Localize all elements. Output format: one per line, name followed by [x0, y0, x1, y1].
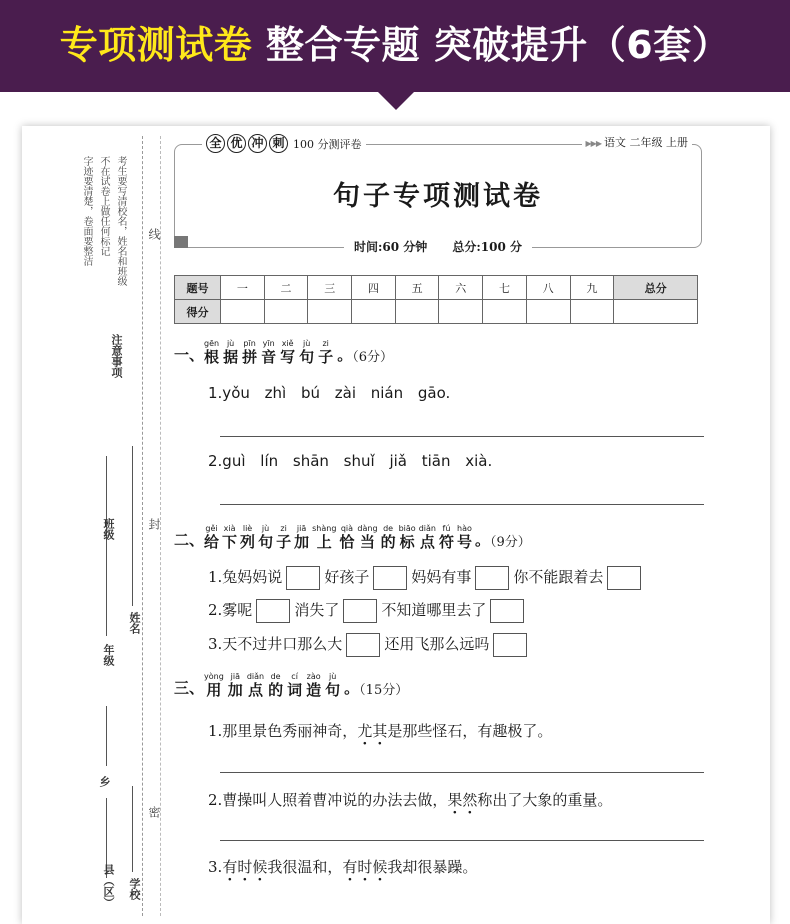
sentence-part: 1.那里景色秀丽神奇， — [208, 722, 358, 740]
brand-char: 优 — [227, 134, 246, 153]
banner-title — [0, 14, 790, 69]
pinyin: diǎn — [246, 672, 265, 681]
section-2-chars — [204, 524, 475, 551]
banner-highlight: 专项测试卷 — [59, 23, 253, 67]
time-limit: 时间:60 分钟 — [353, 240, 428, 254]
hanzi: 号 — [456, 533, 472, 551]
dotted-word — [342, 858, 387, 876]
dotted-char: 其 — [372, 722, 388, 740]
row-label-score: 得分 — [175, 300, 221, 324]
notice-lines — [78, 156, 129, 336]
punctuation-box[interactable] — [373, 566, 407, 590]
pinyin: fú — [442, 524, 451, 533]
brand-char: 刺 — [269, 134, 288, 153]
punctuation-box[interactable] — [256, 599, 290, 623]
question-3-1 — [208, 720, 552, 741]
dotted-char: 有 — [222, 858, 238, 876]
dotted-char: 候 — [372, 858, 388, 876]
hanzi: 音 — [261, 348, 277, 366]
notice-line-2: 不在试卷上做任何标记 — [98, 156, 109, 256]
pinyin: de — [270, 672, 281, 681]
section-1-chars — [204, 339, 337, 366]
section-end: 。 — [475, 531, 491, 549]
hanzi: 恰 — [339, 533, 355, 551]
pinyin: jù — [329, 672, 337, 681]
pinyin-char — [268, 671, 283, 698]
exam-paper — [22, 126, 770, 924]
exam-meta — [174, 238, 702, 255]
table-cell: 八 — [526, 276, 570, 300]
brand-char: 全 — [206, 134, 225, 153]
total-header: 总分 — [614, 276, 698, 300]
binding-mark-xian: 线 — [147, 228, 161, 240]
notice-line-3: 字迹要清楚，卷面要整洁 — [81, 156, 92, 266]
table-cell: 三 — [308, 276, 352, 300]
pinyin-char — [228, 671, 243, 698]
answer-line[interactable] — [220, 772, 704, 773]
table-row — [175, 276, 698, 300]
pinyin-char — [287, 671, 302, 698]
punctuation-box[interactable] — [493, 633, 527, 657]
pinyin-char — [294, 523, 309, 550]
sentence-part: 我却很暴躁。 — [387, 858, 478, 876]
pinyin-char — [325, 671, 340, 698]
label-name: 姓名 — [128, 612, 141, 634]
dotted-char: 时 — [357, 858, 373, 876]
score-cell[interactable] — [264, 300, 308, 324]
score-cell[interactable] — [439, 300, 483, 324]
pinyin: jiā — [296, 524, 307, 533]
hanzi: 上 — [316, 533, 332, 551]
pinyin: zi — [322, 339, 329, 348]
table-cell: 六 — [439, 276, 483, 300]
section-points: （9分） — [490, 535, 531, 550]
label-xiang: 乡 — [98, 776, 111, 787]
sentence-part: 2.雾呢 — [208, 601, 253, 619]
table-cell: 一 — [221, 276, 265, 300]
xiang-line — [106, 706, 107, 766]
hanzi: 的 — [380, 533, 396, 551]
label-class: 班级 — [102, 518, 115, 540]
pinyin: zi — [280, 524, 287, 533]
dotted-char: 时 — [237, 858, 253, 876]
hanzi: 子 — [276, 533, 292, 551]
sentence-part: 1.兔妈妈说 — [208, 568, 283, 586]
answer-line[interactable] — [220, 504, 704, 505]
sentence-part: 消失了 — [294, 601, 340, 619]
label-school: 学校 — [128, 878, 141, 900]
sentence-part: 3. — [208, 858, 223, 876]
pinyin-char — [223, 338, 238, 365]
dotted-char: 然 — [462, 791, 478, 809]
hanzi: 词 — [287, 681, 303, 699]
hanzi: 下 — [222, 533, 238, 551]
brand-char: 冲 — [248, 134, 267, 153]
section-number: 三、 — [174, 679, 205, 697]
section-end: 。 — [344, 679, 360, 697]
pinyin-char — [306, 671, 321, 698]
dotted-char: 尤 — [357, 722, 373, 740]
pinyin-char — [261, 338, 276, 365]
table-row — [175, 300, 698, 324]
pinyin-char — [457, 523, 472, 550]
row-label-number: 题号 — [175, 276, 221, 300]
pinyin: liè — [242, 524, 253, 533]
grade-label — [582, 134, 692, 150]
hanzi: 用 — [206, 681, 222, 699]
table-cell: 九 — [570, 276, 614, 300]
pinyin-char — [399, 523, 416, 550]
pinyin: yīn — [262, 339, 275, 348]
score-table — [174, 275, 698, 324]
hanzi: 点 — [419, 533, 435, 551]
sentence-part: 是那些怪石，有趣极了。 — [387, 722, 553, 740]
answer-line[interactable] — [220, 436, 704, 437]
score-cell[interactable] — [221, 300, 265, 324]
section-points: （6分） — [352, 350, 393, 365]
hanzi: 当 — [359, 533, 375, 551]
pinyin-char — [222, 523, 237, 550]
pinyin: biāo — [398, 524, 416, 533]
hanzi: 符 — [438, 533, 454, 551]
section-3-chars — [204, 672, 344, 699]
score-cell[interactable] — [395, 300, 439, 324]
hanzi: 的 — [268, 681, 284, 699]
punctuation-box[interactable] — [490, 599, 524, 623]
section-end: 。 — [337, 346, 353, 364]
hanzi: 子 — [318, 348, 334, 366]
pinyin: gēn — [204, 339, 220, 348]
pinyin: de — [383, 524, 394, 533]
hanzi: 句 — [299, 348, 315, 366]
section-number: 二、 — [174, 531, 205, 549]
school-line — [132, 786, 133, 872]
dotted-char: 有 — [342, 858, 358, 876]
grade-line — [106, 456, 107, 636]
punctuation-box[interactable] — [475, 566, 509, 590]
hanzi: 据 — [223, 348, 239, 366]
pinyin: qià — [340, 524, 354, 533]
pinyin-char — [280, 338, 295, 365]
section-2-heading — [174, 523, 531, 550]
sentence-part: 还用飞那么远吗 — [384, 635, 490, 653]
dotted-char: 果 — [447, 791, 463, 809]
dotted-word — [222, 858, 267, 876]
notice-title: 注意事项 — [110, 334, 123, 378]
hanzi: 列 — [240, 533, 256, 551]
dotted-word — [447, 791, 477, 809]
pinyin-char — [312, 523, 336, 550]
dotted-word — [357, 722, 387, 740]
punctuation-box[interactable] — [346, 633, 380, 657]
table-cell: 二 — [264, 276, 308, 300]
pinyin: pīn — [243, 339, 256, 348]
binding-mark-feng: 封 — [147, 518, 161, 530]
pinyin: xiě — [281, 339, 294, 348]
hanzi: 拼 — [242, 348, 258, 366]
pinyin-char — [258, 523, 273, 550]
pinyin: dàng — [357, 524, 378, 533]
sentence-part: 好孩子 — [324, 568, 370, 586]
hanzi: 点 — [247, 681, 263, 699]
punctuation-box[interactable] — [286, 566, 320, 590]
pinyin: jiā — [230, 672, 240, 681]
pinyin-char — [240, 523, 255, 550]
page-title: 句子专项测试卷 — [333, 181, 543, 212]
pinyin-char — [299, 338, 314, 365]
section-1-heading — [174, 338, 393, 365]
pinyin: jù — [261, 524, 270, 533]
score-cell-total[interactable] — [614, 300, 698, 324]
section-3-heading — [174, 671, 408, 698]
hanzi: 写 — [280, 348, 296, 366]
pinyin: xià — [223, 524, 236, 533]
score-cell[interactable] — [526, 300, 570, 324]
hanzi: 给 — [204, 533, 220, 551]
pinyin-char — [357, 523, 377, 550]
question-3-2 — [208, 789, 612, 810]
pinyin-char — [339, 523, 354, 550]
sentence-part: 你不能跟着去 — [513, 568, 604, 586]
total-score: 总分:100 分 — [452, 240, 523, 254]
hanzi: 根 — [204, 348, 220, 366]
label-county: 县（区） — [102, 864, 115, 908]
pinyin: yòng — [204, 672, 224, 681]
hanzi: 句 — [325, 681, 341, 699]
triangle-arrows-icon: ▶▶▶ — [585, 139, 601, 148]
binding-dashed-line — [142, 136, 143, 916]
table-cell: 四 — [352, 276, 396, 300]
name-line — [132, 446, 133, 606]
banner-arrow — [378, 92, 414, 110]
sentence-part: 妈妈有事 — [411, 568, 472, 586]
pinyin-char — [242, 338, 257, 365]
hanzi: 加 — [227, 681, 243, 699]
score-cell[interactable] — [352, 300, 396, 324]
banner-subtitle: 整合专题 突破提升（6套） — [266, 23, 731, 67]
punctuation-box[interactable] — [607, 566, 641, 590]
score-cell[interactable] — [483, 300, 527, 324]
pinyin-char — [204, 338, 219, 365]
sentence-part: 我很温和， — [267, 858, 343, 876]
pinyin: jù — [226, 339, 235, 348]
pinyin: cí — [291, 672, 298, 681]
section-number: 一、 — [174, 346, 205, 364]
table-cell: 五 — [395, 276, 439, 300]
grade-text: 语文 二年级 上册 — [604, 136, 688, 149]
punctuation-box[interactable] — [343, 599, 377, 623]
hanzi: 标 — [399, 533, 415, 551]
pinyin: diǎn — [418, 524, 436, 533]
sentence-part: 3.天不过井口那么大 — [208, 635, 343, 653]
pinyin-char — [381, 523, 396, 550]
binding-mark-mi: 密 — [147, 806, 161, 818]
hanzi: 句 — [258, 533, 274, 551]
pinyin-char — [419, 523, 436, 550]
pinyin: hào — [457, 524, 472, 533]
label-grade: 年级 — [102, 644, 115, 666]
pinyin-char — [204, 523, 219, 550]
answer-line[interactable] — [220, 840, 704, 841]
pinyin-char — [318, 338, 333, 365]
question-3-3 — [208, 856, 477, 877]
pinyin: zào — [306, 672, 321, 681]
question-1-2: 2.guì lín shān shuǐ jiǎ tiān xià. — [208, 452, 493, 470]
question-2-3 — [208, 633, 531, 657]
sentence-part: 不知道哪里去了 — [381, 601, 487, 619]
score-cell[interactable] — [570, 300, 614, 324]
sentence-part: 称出了大象的重量。 — [477, 791, 613, 809]
pinyin-char — [276, 523, 291, 550]
pinyin-char — [439, 523, 454, 550]
pinyin-char — [204, 671, 224, 698]
pinyin: gěi — [205, 524, 218, 533]
brand-subtitle: 100 分测评卷 — [293, 137, 362, 151]
notice-line-1: 考生要写清校名，姓名和班级 — [115, 156, 126, 286]
brand — [202, 134, 366, 153]
sentence-part: 2.曹操叫人照着曹冲说的办法去做， — [208, 791, 448, 809]
question-1-1: 1.yǒu zhì bú zài nián gāo. — [208, 384, 451, 402]
table-cell: 七 — [483, 276, 527, 300]
question-2-2 — [208, 599, 528, 623]
hanzi: 造 — [306, 681, 322, 699]
promo-banner — [0, 0, 790, 92]
score-cell[interactable] — [308, 300, 352, 324]
pinyin-char — [247, 671, 264, 698]
hanzi: 加 — [294, 533, 310, 551]
pinyin: jù — [303, 339, 311, 348]
section-points: （15分） — [359, 683, 409, 698]
pinyin: shàng — [312, 524, 337, 533]
question-2-1 — [208, 566, 645, 590]
dotted-char: 候 — [252, 858, 268, 876]
